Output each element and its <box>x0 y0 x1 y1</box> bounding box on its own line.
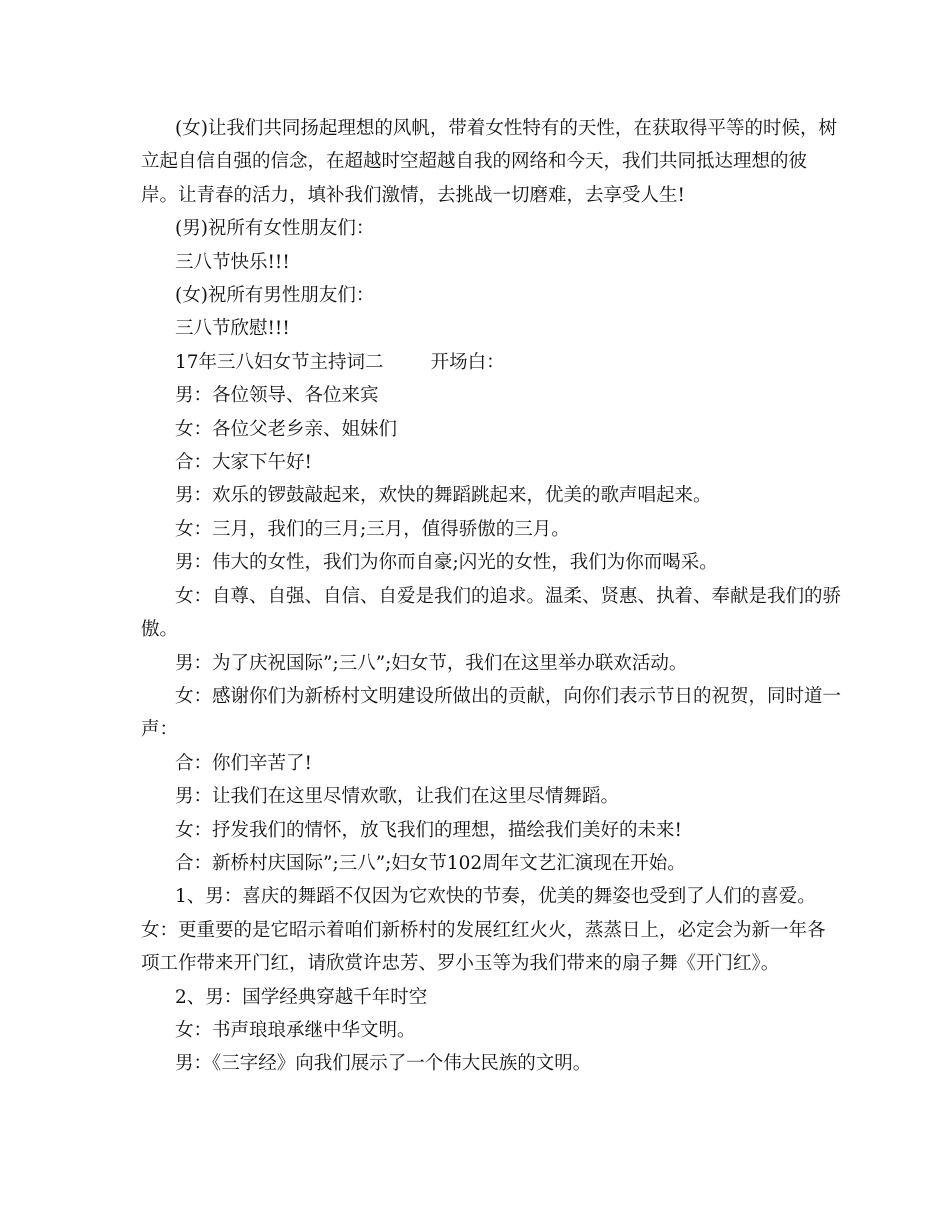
paragraph: 女：更重要的是它昭示着咱们新桥村的发展红红火火，蒸蒸日上，必定会为新一年各项工作带来开门红，请欣赏许忠芳、罗小玉等为我们带来的扇子舞《开门红》。 <box>141 919 826 975</box>
paragraph: 女：感谢你们为新桥村文明建设所做出的贡献，向你们表示节日的祝贺，同时道一声： <box>141 685 842 741</box>
paragraph: (男)祝所有女性朋友们： <box>175 218 375 240</box>
paragraph: 合：新桥村庆国际”;三八”;妇女节102周年文艺汇演现在开始。 <box>175 852 686 874</box>
paragraph: 女：自尊、自强、自信、自爱是我们的追求。温柔、贤惠、执着、奉献是我们的骄傲。 <box>141 585 842 641</box>
paragraph: 17年三八妇女节主持词二 开场白： <box>175 351 505 373</box>
paragraph: 男：欢乐的锣鼓敲起来，欢快的舞蹈跳起来，优美的歌声唱起来。 <box>175 485 712 507</box>
paragraph: 1、男：喜庆的舞蹈不仅因为它欢快的节奏，优美的舞姿也受到了人们的喜爱。 <box>175 886 816 908</box>
paragraph: 合：你们辛苦了! <box>175 752 312 774</box>
paragraph: 三八节快乐!!! <box>175 251 290 273</box>
paragraph: 三八节欣慰!!! <box>175 318 290 340</box>
paragraph: 男：为了庆祝国际”;三八”;妇女节，我们在这里举办联欢活动。 <box>175 652 688 674</box>
paragraph: 男：让我们在这里尽情欢歌，让我们在这里尽情舞蹈。 <box>175 786 620 808</box>
paragraph: 男：伟大的女性，我们为你而自豪;闪光的女性，我们为你而喝采。 <box>175 552 718 574</box>
paragraph: 合：大家下午好! <box>175 452 312 474</box>
paragraph: 女：书声琅琅承继中华文明。 <box>175 1019 416 1041</box>
document-page <box>141 112 841 1081</box>
paragraph: 男：各位领导、各位来宾 <box>175 385 379 407</box>
paragraph: (女)让我们共同扬起理想的风帆，带着女性特有的天性，在获取得平等的时候，树立起自信自强的信念，在超越时空超越自我的网络和今天，我们共同抵达理想的彼岸。让青春的活力，填补我们激情，去挑战一切磨难，去享受人生! <box>141 118 837 206</box>
paragraph: 女：三月，我们的三月;三月，值得骄傲的三月。 <box>175 518 570 540</box>
paragraph: 女：抒发我们的情怀，放飞我们的理想，描绘我们美好的未来! <box>175 819 682 841</box>
paragraph: 女：各位父老乡亲、姐妹们 <box>175 418 398 440</box>
paragraph: (女)祝所有男性朋友们： <box>175 285 375 307</box>
paragraph: 男：《三字经》向我们展示了一个伟大民族的文明。 <box>175 1053 592 1075</box>
paragraph: 2、男：国学经典穿越千年时空 <box>175 986 428 1008</box>
